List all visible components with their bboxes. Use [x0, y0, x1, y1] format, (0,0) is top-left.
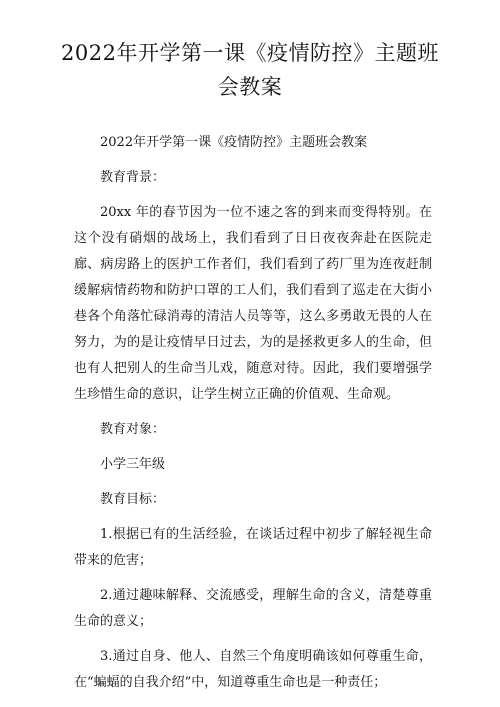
- subtitle-paragraph: 2022年开学第一课《疫情防控》主题班会教案: [100, 135, 368, 150]
- goal-item-1: 1.根据已有的生活经验，在谈话过程中初步了解轻视生命带来的危害；: [74, 527, 432, 568]
- document-body: [74, 130, 432, 696]
- document-title: 2022年开学第一课《疫情防控》主题班会教案: [61, 41, 439, 99]
- goal-item-2: 2.通过趣味解释、交流感受，理解生命的含义，清楚尊重生命的意义；: [74, 588, 432, 629]
- section-heading-background: 教育背景：: [100, 170, 166, 185]
- section-heading-goals: 教育目标：: [100, 492, 166, 507]
- goal-item-3: 3.通过自身、他人、自然三个角度明确该如何尊重生命，在“蝙蝠的自我介绍”中，知道尊重生命也是一种责任；: [74, 649, 432, 690]
- background-paragraph: 20xx 年的春节因为一位不速之客的到来而变得特别。在这个没有硝烟的战场上，我们看到了日日夜夜奔赴在医院走廊、病房路上的医护工作者们，我们看到了药厂里为连夜赶制缓解病情药物和防护口罩的工人们，我们看到了巡走在大街小巷各个角落忙碌消毒的清洁人员等等，这么多勇敢无畏的人在努力，为的是让疫情早日过去，为的是拯救更多人的生命，但也有人把别人的生命当儿戏，随意对待。因此，我们要增强学生珍惜生命的意识，让学生树立正确的价值观、生命观。: [74, 205, 432, 402]
- section-heading-audience: 教育对象：: [100, 422, 166, 437]
- audience-paragraph: 小学三年级: [100, 457, 166, 472]
